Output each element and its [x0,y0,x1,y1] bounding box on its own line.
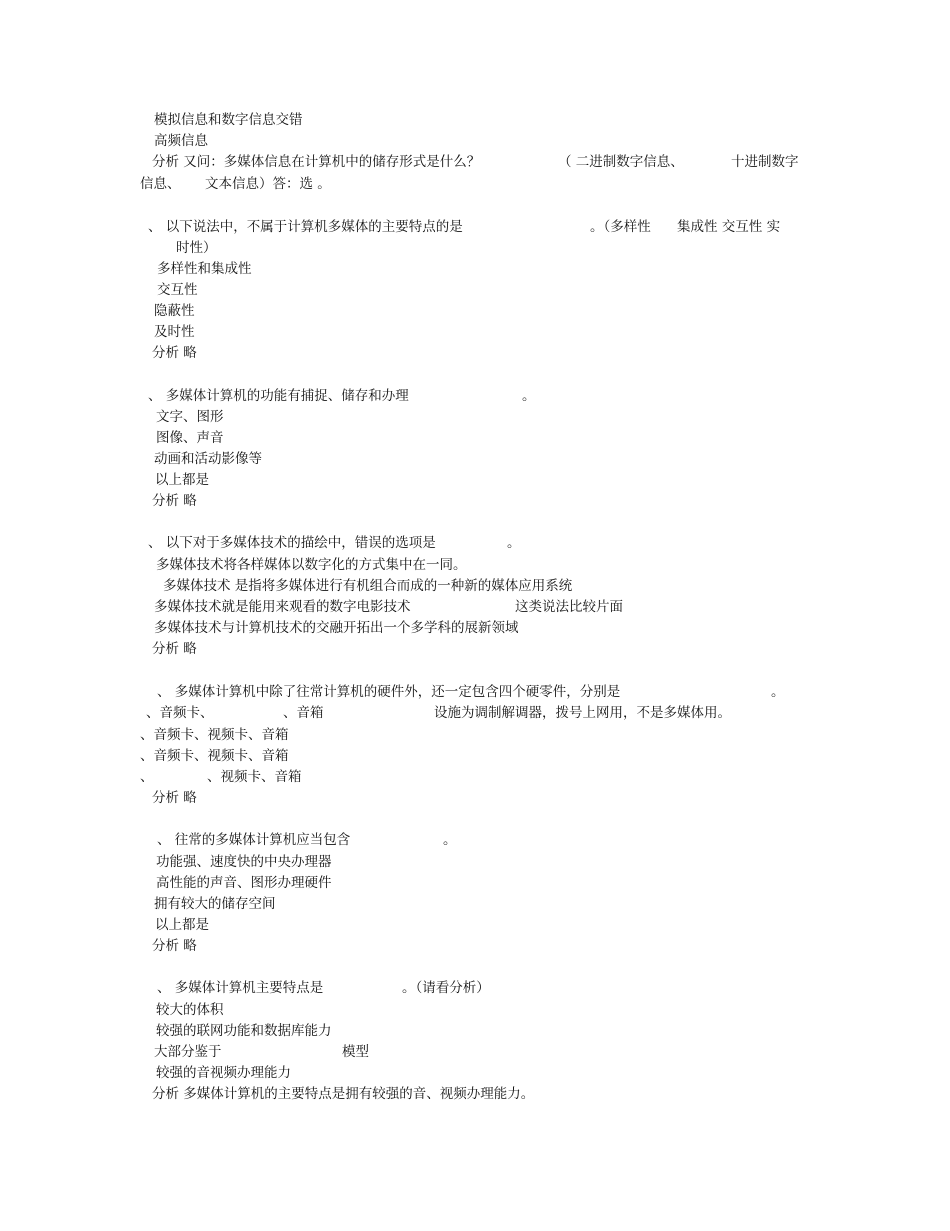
option-text: 交互性 [157,282,198,298]
text-line: 。 [443,832,457,848]
text-line: 十进制数字 [731,154,799,170]
option-text: 多媒体技术就是能用来观看的数字电影技术 [154,599,411,615]
text-line: 。 [771,684,785,700]
question-text: 、 往常的多媒体计算机应当包含 [157,832,351,848]
analysis-text: 分析 略 [152,790,197,806]
option-text: 动画和活动影像等 [154,451,262,467]
text-line: 、视频卡、音箱 [207,769,302,785]
option-text: 以上都是 [155,917,209,933]
text-line: 、音箱 [283,705,324,721]
text-line: 信息、 [140,176,181,192]
text-line: 设施为调制解调器，拨号上网用，不是多媒体用。 [434,705,731,721]
text-line: 模型 [342,1044,369,1060]
analysis-text: 分析 略 [152,938,197,954]
option-text: 拥有较大的储存空间 [154,896,276,912]
text-line: 。 [507,535,521,551]
text-line: 这类说法比较片面 [515,599,623,615]
text-line: 。（请看分析） [402,980,490,996]
option-text: 及时性 [154,324,195,340]
option-text: 多媒体技术与计算机技术的交融开拓出一个多学科的展新领域 [154,620,519,636]
text-line: 高频信息 [154,133,208,149]
option-text: 多媒体技术将各样媒体以数字化的方式集中在一同。 [156,557,467,573]
option-text: 多样性和集成性 [157,261,252,277]
text-line: 文本信息）答：选 。 [205,176,331,192]
text-line: 。 [522,388,536,404]
option-text: 较强的音视频办理能力 [156,1065,291,1081]
option-text: 、 [140,769,154,785]
option-text: 、音频卡、视频卡、音箱 [140,748,289,764]
analysis-text: 分析 多媒体计算机的主要特点是拥有较强的音、视频办理能力。 [152,1086,535,1102]
question-text: 、 以下对于多媒体技术的描绘中，错误的选项是 [148,535,436,551]
text-line: 模拟信息和数字信息交错 [154,112,303,128]
text-line: 分析 又问：多媒体信息在计算机中的储存形式是什么？ [152,154,481,170]
question-text: 、 以下说法中，不属于计算机多媒体的主要特点的是 [148,219,463,235]
option-text: 大部分鉴于 [154,1044,222,1060]
option-text: 、音频卡、 [146,705,214,721]
option-text: 较强的联网功能和数据库能力 [156,1023,332,1039]
option-text: 功能强、速度快的中央办理器 [156,854,332,870]
text-line: 时性） [176,240,217,256]
text-line: （ 二进制数字信息、 [558,154,684,170]
question-text: 、 多媒体计算机的功能有捕捉、储存和办理 [148,388,409,404]
option-text: 高性能的声音、图形办理硬件 [156,875,332,891]
option-text: 隐蔽性 [154,303,195,319]
option-text: 多媒体技术 是指将多媒体进行有机组合而成的一种新的媒体应用系统 [163,578,573,594]
option-text: 文字、图形 [156,409,224,425]
option-text: 较大的体积 [156,1002,224,1018]
question-text: 、 多媒体计算机中除了往常计算机的硬件外，还一定包含四个硬零件，分别是 [157,684,621,700]
analysis-text: 分析 略 [152,493,197,509]
analysis-text: 分析 略 [152,345,197,361]
option-text: 、音频卡、视频卡、音箱 [140,727,289,743]
text-line: 。（多样性 [590,219,651,235]
question-text: 、 多媒体计算机主要特点是 [157,980,324,996]
analysis-text: 分析 略 [152,641,197,657]
option-text: 以上都是 [155,472,209,488]
option-text: 图像、声音 [156,430,224,446]
text-line: 集成性 交互性 实 [677,219,781,235]
